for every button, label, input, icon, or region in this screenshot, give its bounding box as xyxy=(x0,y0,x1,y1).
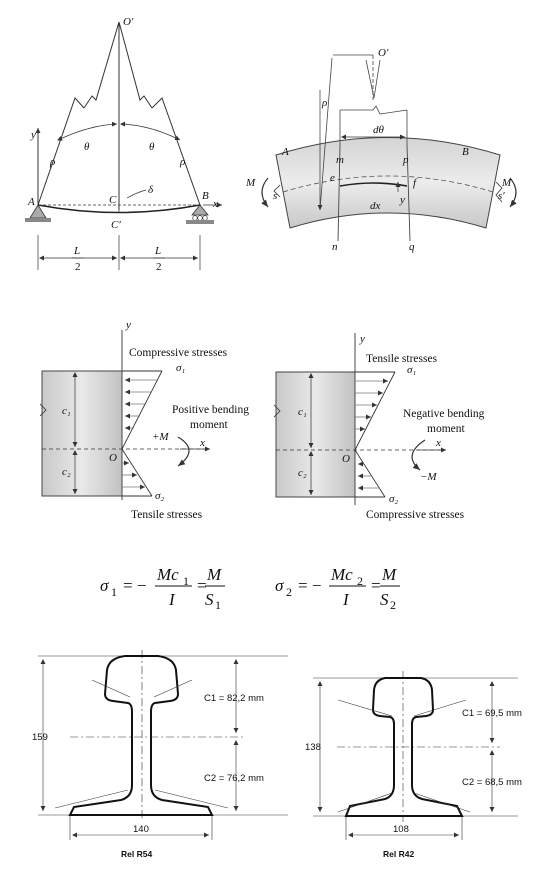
point-p-label: p xyxy=(403,154,409,166)
point-b-label: B xyxy=(202,190,209,202)
moment-arrow-negative xyxy=(412,440,425,470)
eq1-numerator-sub: 1 xyxy=(183,574,189,588)
x-axis-label-4: x xyxy=(436,437,441,449)
point-m-label: m xyxy=(336,154,344,166)
point-a-label: A xyxy=(28,196,35,208)
eq1-denominator-2-sub: 1 xyxy=(215,598,221,612)
sigma1-label-3: σ₁ xyxy=(176,362,186,374)
half-span-left-num: L xyxy=(74,245,81,257)
moment-caption-3a: Positive bending xyxy=(172,404,249,416)
bent-element-diagram xyxy=(245,47,516,253)
half-span-right-num: L xyxy=(155,245,162,257)
r54-name: Rel R54 xyxy=(121,849,153,859)
r42-c2-label: C2 = 68,5 mm xyxy=(462,777,522,788)
half-span-left-den: 2 xyxy=(75,261,81,273)
c2-label-3: c₂ xyxy=(62,466,71,478)
y-axis-label-4: y xyxy=(360,333,365,345)
moment-label-3: +M xyxy=(152,431,169,443)
eq2-denominator-2-sub: 2 xyxy=(390,598,396,612)
ground-right xyxy=(186,220,214,224)
theta-left-label: θ xyxy=(84,141,90,153)
point-n-label: n xyxy=(332,241,338,253)
negative-bending-diagram xyxy=(274,333,485,521)
deflection-label: δ xyxy=(148,184,154,196)
stress-distribution-negative xyxy=(355,372,395,497)
sigma2-label-3: σ₂ xyxy=(155,490,165,502)
rho-right-label: ρ xyxy=(180,156,186,168)
r42-height-label: 138 xyxy=(305,742,321,753)
center-label-2: O′ xyxy=(378,47,389,59)
point-c-prime-label: C′ xyxy=(111,219,121,231)
equation-sigma1 xyxy=(100,565,225,612)
top-caption-4: Tensile stresses xyxy=(366,353,438,365)
rho-left-label: ρ xyxy=(50,156,56,168)
r42-c1-label: C1 = 69,5 mm xyxy=(462,708,522,719)
top-caption-3: Compressive stresses xyxy=(129,347,228,359)
theta-arc-left xyxy=(58,124,117,140)
eq2-lhs: σ xyxy=(275,576,284,595)
moment-caption-3b: moment xyxy=(190,419,228,431)
eq1-denominator-2: S xyxy=(205,590,214,609)
r42-name: Rel R42 xyxy=(383,849,415,859)
eq1-numerator-2: M xyxy=(207,565,222,584)
r54-c1-label: C1 = 82,2 mm xyxy=(204,693,264,704)
rail-r42-profile xyxy=(305,671,522,859)
radius-right xyxy=(152,98,200,205)
eq1-numerator: Mc xyxy=(157,565,179,584)
c1-label-4: c₁ xyxy=(298,406,307,418)
eq1-denominator: I xyxy=(169,590,175,609)
point-e-label: e xyxy=(330,172,335,184)
x-axis-label: x xyxy=(213,198,218,210)
positive-bending-diagram xyxy=(40,319,249,521)
beam-section-negative xyxy=(276,372,355,497)
moment-caption-4a: Negative bending xyxy=(403,408,485,420)
point-f-label: f xyxy=(413,177,417,189)
beam-curvature-diagram xyxy=(25,16,222,273)
sigma2-label-4: σ₂ xyxy=(389,493,399,505)
moment-arrow-positive xyxy=(178,437,189,466)
eq2-denominator: I xyxy=(343,590,349,609)
origin-label-3: O xyxy=(109,452,117,464)
eq1-equals-2: = xyxy=(197,576,207,595)
r54-c2-label: C2 = 76,2 mm xyxy=(204,773,264,784)
origin-label-4: O xyxy=(342,453,350,465)
eq2-numerator: Mc xyxy=(331,565,353,584)
moment-label-4: −M xyxy=(420,471,437,483)
bottom-caption-4: Compressive stresses xyxy=(366,509,465,521)
y-label-2: y xyxy=(400,194,405,206)
point-s-prime-label: s′ xyxy=(498,190,505,202)
eq2-equals: = − xyxy=(298,576,322,595)
bottom-caption-3: Tensile stresses xyxy=(131,509,203,521)
radius-left xyxy=(38,98,84,205)
center-label: O′ xyxy=(123,16,134,28)
sigma1-label-4: σ₁ xyxy=(407,364,417,376)
c1-label-3: c₁ xyxy=(62,405,71,417)
eq2-equals-2: = xyxy=(371,576,381,595)
r54-width-label: 140 xyxy=(133,824,149,835)
theta-right-label: θ xyxy=(149,141,155,153)
eq1-equals: = − xyxy=(123,576,147,595)
moment-arrow-left xyxy=(262,178,268,207)
half-span-right-den: 2 xyxy=(156,261,162,273)
point-s-label: s xyxy=(273,190,278,202)
point-a-label-2: A xyxy=(282,146,289,158)
eq2-denominator-2: S xyxy=(380,590,389,609)
ground-left xyxy=(25,218,51,222)
eq1-lhs: σ xyxy=(100,576,109,595)
moment-left-label: M xyxy=(246,177,256,189)
eq2-numerator-2: M xyxy=(382,565,397,584)
eq1-lhs-sub: 1 xyxy=(111,585,117,599)
rail-r54-outline xyxy=(70,656,212,815)
dtheta-label: dθ xyxy=(373,124,384,136)
moment-right-label: M xyxy=(502,177,512,189)
eq2-numerator-sub: 2 xyxy=(357,574,363,588)
beam-section-positive xyxy=(42,371,122,496)
point-b-label-2: B xyxy=(462,146,469,158)
rail-r54-profile xyxy=(32,650,288,859)
moment-caption-4b: moment xyxy=(427,423,465,435)
eq2-lhs-sub: 2 xyxy=(286,585,292,599)
dx-label: dx xyxy=(370,200,381,212)
c2-label-4: c₂ xyxy=(298,467,307,479)
y-axis-label-3: y xyxy=(126,319,131,331)
r54-height-label: 159 xyxy=(32,732,48,743)
equation-sigma2 xyxy=(275,565,400,612)
y-axis-label: y xyxy=(31,129,36,141)
x-axis-label-3: x xyxy=(200,437,205,449)
r42-width-label: 108 xyxy=(393,824,409,835)
point-q-label: q xyxy=(409,241,415,253)
point-c-label: C xyxy=(109,194,117,206)
rho-label-2: ρ xyxy=(322,97,328,109)
theta-arc-right xyxy=(121,124,180,140)
